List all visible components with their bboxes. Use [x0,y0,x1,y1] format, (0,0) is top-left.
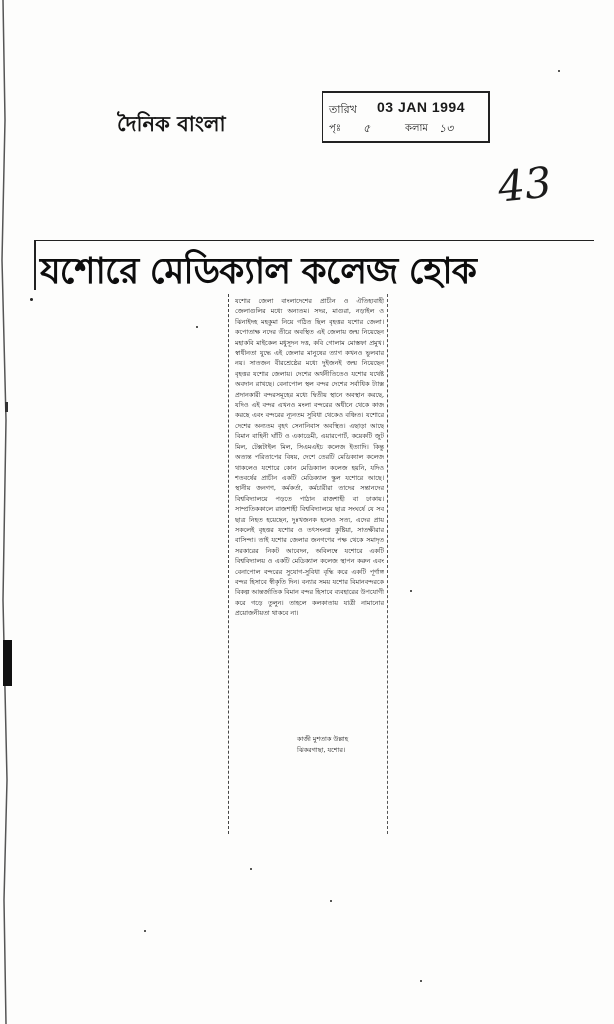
date-stamp [322,91,490,143]
stamp-column-label: কলাম [405,123,428,134]
scan-speck [250,868,252,870]
scan-speck [144,930,146,932]
stamp-date-label: তারিখ [329,103,357,116]
scan-speck [330,900,332,902]
stamp-page: ৫ [363,122,371,135]
signature-place: ঝিকরগাছা, যশোর। [297,746,346,754]
scan-speck [410,590,412,592]
stamp-column: ১৩ [439,122,454,135]
signature-name: কাজী মুশতাক উল্লাহ [297,735,349,743]
stamp-page-label: পৃঃ [329,123,342,134]
stamp-date: 03 JAN 1994 [377,99,466,115]
article-signature [297,734,383,756]
scan-speck [558,70,560,72]
scan-speck [30,298,33,301]
scan-speck [196,326,198,328]
handwritten-folio-number: 43 [495,157,554,212]
scan-left-edge-shadow [0,0,14,1024]
newspaper-masthead: দৈনিক বাংলা [117,111,226,136]
scan-speck [420,980,422,982]
article-headline: যশোরে মেডিক্যাল কলেজ হোক [40,251,476,292]
article-body: যশোর জেলা বাংলাদেশের প্রাচীন ও ঐতিহ্যবাহী জেলাগুলির মধ্যে অন্যতম। সদর, মাগুরা, নড়াইল ও ঝিনাইদহ মহকুমা নিয়ে গঠিত ছিল বৃহত্তর যশোর জেলা। কপোতাক্ষ নদের তীরে অবস্থিত এই জেলায় জন্ম নিয়েছেন মহাকবি মাইকেল মধুসূদন দত্ত, কবি গোলাম মোস্তফা প্রমুখ। স্বাধীনতা যুদ্ধে এই জেলার মানুষের ত্যাগ কখনও ভুলবার নয়। সাতজন বীরশ্রেষ্ঠের মধ্যে দুইজনই জন্ম নিয়েছেন বৃহত্তর যশোর জেলায়। দেশের অর্থনীতিতেও যশোর যথেষ্ট অবদান রাখছে। বেনাপোল স্থল বন্দর দেশের সর্বাধিক ট্যাক্স প্রদানকারী বন্দরসমূহের মধ্যে দ্বিতীয় স্থানে অবস্থান করছে, যদিও এই বন্দর এখনও মংলা বন্দরের অধীনে থেকে কাজ করছে এবং বন্দরের ন্যূনতম সুবিধা থেকেও বঞ্চিত। যশোরে দেশের অন্যতম বৃহৎ সেনানিবাস অবস্থিত। এছাড়া আছে বিমান বাহিনী ঘাঁটি ও একাডেমী, এয়ারপোর্ট, কয়েকটি জুট মিল, টেক্সটাইল মিল, সিএমএইচ কলেজ ইত্যাদি। কিন্তু অত্যন্ত পরিতাপের বিষয়, দেশে তেরটি মেডিক্যাল কলেজ থাকলেও যশোরে কোন মেডিক্যাল কলেজ হয়নি, যদিও শতবর্ষের প্রাচীন একটি মেডিক্যাল স্কুল যশোরে আছে। স্থানীয় জনগণ, কর্মকর্তা, কর্মচারীরা তাদের সন্তানদের বিশ্ববিদ্যালয়ে পড়তে পাঠান রাজশাহী বা ঢাকায়। সাম্প্রতিককালে রাজশাহী বিশ্ববিদ্যালয়ে ছাত্র সংঘর্ষে যে সব ছাত্র নিহত হয়েছেন, দুঃখজনক হলেও সত্য, এদের প্রায় সকলেই বৃহত্তর যশোর ও তৎসংলগ্ন কুষ্টিয়া, সাতক্ষীরার বাসিন্দা। তাই যশোর জেলার জনগণের পক্ষ থেকে সমাদৃত সরকারের নিকট আবেদন, অবিলম্বে যশোরে একটি বিশ্ববিদ্যালয় ও একটি মেডিক্যাল কলেজ স্থাপন করুন এবং বেনাপোল বন্দরের সুযোগ-সুবিধা বৃদ্ধি করে একটি পূর্ণাঙ্গ বন্দর হিসাবে স্বীকৃতি দিন। বন্যার সময় যশোর বিমানবন্দরকে বিকল্প আন্তর্জাতিক বিমান বন্দর হিসাবে ব্যবহারের উপযোগী করে গড়ে তুলুন। তাহলে কলকাতায় যাত্রী নামানোর প্রয়োজনীয়তা থাকবে না। [235,297,384,618]
article-column [228,294,388,834]
